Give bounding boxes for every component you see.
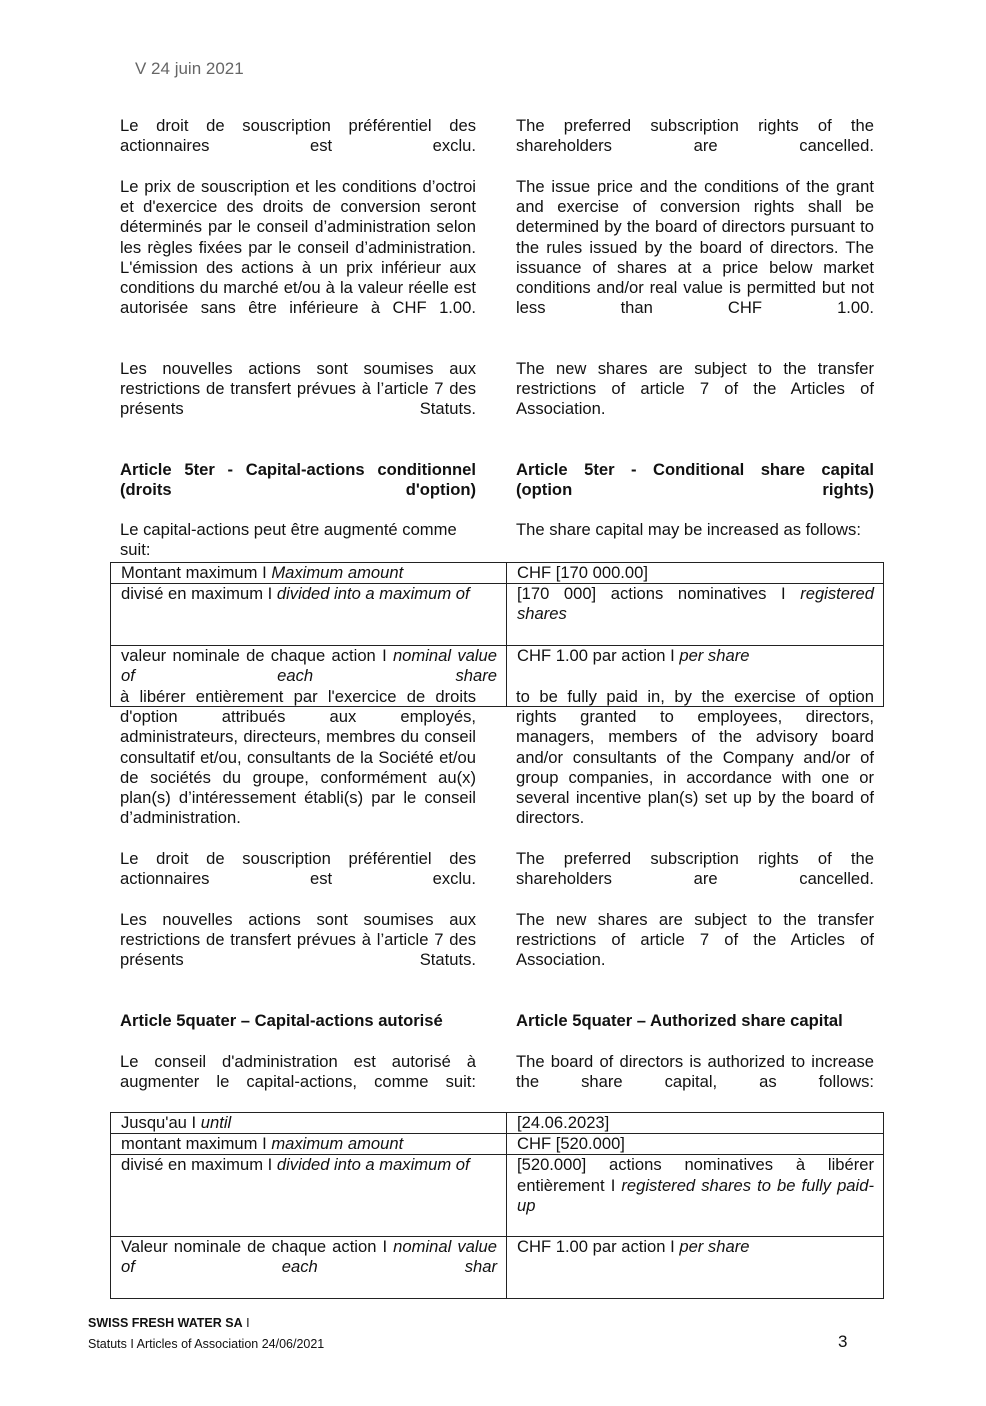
table-cell: valeur nominale de chaque action I nominal value of each share (110, 646, 507, 707)
table-row (110, 1237, 884, 1299)
para-en-transfer-restrictions-2: The new shares are subject to the transfer restrictions of article 7 of the Articles of Association. (516, 910, 874, 970)
para-fr-option-rights: à libérer entièrement par l'exercice de droits d'option attribués aux employés, administrateurs, directeurs, membres du conseil consultatif et/ou, consultants de la Société et/ou de sociétés du groupe, conformément au(x) plan(s) d’intéressement établi(s) par le conseil d’administration. (120, 687, 476, 828)
table-cell: Valeur nominale de chaque action I nominal value of each shar (110, 1237, 507, 1298)
footer-document-title: Statuts I Articles of Association 24/06/2021 (88, 1337, 325, 1351)
heading-fr-article-5quater: Article 5quater – Capital-actions autorisé (120, 1011, 443, 1030)
table-cell: [24.06.2023] (507, 1113, 884, 1133)
table-cell: [520.000] actions nominatives à libérer entièrement I registered shares to be fully paid-up (507, 1155, 884, 1236)
para-fr-board-authorized: Le conseil d'administration est autorisé à augmenter le capital-actions, comme suit: (120, 1052, 476, 1092)
para-en-preferential-rights: The preferred subscription rights of the shareholders are cancelled. (516, 116, 874, 156)
table-row (110, 563, 884, 584)
para-fr-preferential-rights: Le droit de souscription préférentiel des actionnaires est exclu. (120, 116, 476, 156)
para-en-board-authorized: The board of directors is authorized to increase the share capital, as follows: (516, 1052, 874, 1092)
table-cell: CHF 1.00 par action I per share (507, 646, 884, 707)
para-fr-preferential-rights-2: Le droit de souscription préférentiel des actionnaires est exclu. (120, 849, 476, 889)
heading-fr-article-5ter: Article 5ter - Capital-actions conditionnel (droits d'option) (120, 460, 476, 500)
para-en-capital-increase: The share capital may be increased as follows: (516, 520, 861, 539)
version-date: V 24 juin 2021 (135, 59, 244, 78)
para-fr-capital-increase: Le capital-actions peut être augmenté comme suit: (120, 520, 457, 560)
para-en-preferential-rights-2: The preferred subscription rights of the shareholders are cancelled. (516, 849, 874, 889)
table-cell: [170 000] actions nominatives I registered shares (507, 584, 884, 645)
table-cell: divisé en maximum I divided into a maximum of (110, 584, 507, 645)
table-row (110, 1155, 884, 1237)
table-cell: CHF [520.000] (507, 1134, 884, 1154)
table-cell: divisé en maximum I divided into a maximum of (110, 1155, 507, 1236)
conditional-capital-table (110, 562, 884, 707)
table-cell: Montant maximum I Maximum amount (110, 563, 507, 583)
table-row (110, 584, 884, 646)
table-cell: montant maximum I maximum amount (110, 1134, 507, 1154)
para-en-issue-price: The issue price and the conditions of the grant and exercise of conversion rights shall be determined by the board of directors pursuant to the rules issued by the board of directors. The issuance of shares at a price below market conditions and/or real value is permitted but not less than CHF 1.00. (516, 177, 874, 318)
table-row (110, 1113, 884, 1134)
authorized-capital-table (110, 1112, 884, 1299)
para-fr-issue-price: Le prix de souscription et les conditions d’octroi et d'exercice des droits de conversion seront déterminés par le conseil d’administration selon les règles fixées par le conseil d’administration. L'émission des actions à un prix inférieur aux conditions du marché et/ou à la valeur réelle est autorisée sans être inférieure à CHF 1.00. (120, 177, 476, 318)
table-row (110, 1134, 884, 1155)
para-en-transfer-restrictions: The new shares are subject to the transfer restrictions of article 7 of the Articles of Association. (516, 359, 874, 419)
table-cell: CHF [170 000.00] (507, 563, 884, 583)
table-cell: Jusqu'au I until (110, 1113, 507, 1133)
footer-company: SWISS FRESH WATER SA I (88, 1316, 250, 1330)
para-fr-transfer-restrictions: Les nouvelles actions sont soumises aux restrictions de transfert prévues à l’article 7 des présents Statuts. (120, 359, 476, 419)
heading-en-article-5quater: Article 5quater – Authorized share capital (516, 1011, 843, 1030)
para-fr-transfer-restrictions-2: Les nouvelles actions sont soumises aux restrictions de transfert prévues à l’article 7 des présents Statuts. (120, 910, 476, 970)
page-number: 3 (838, 1332, 848, 1351)
heading-en-article-5ter: Article 5ter - Conditional share capital (option rights) (516, 460, 874, 500)
table-cell: CHF 1.00 par action I per share (507, 1237, 884, 1298)
para-en-option-rights: to be fully paid in, by the exercise of option rights granted to employees, directors, managers, members of the advisory board and/or consultants of the Company and/or of group companies, in accordance with one or several incentive plan(s) set up by the board of directors. (516, 687, 874, 828)
